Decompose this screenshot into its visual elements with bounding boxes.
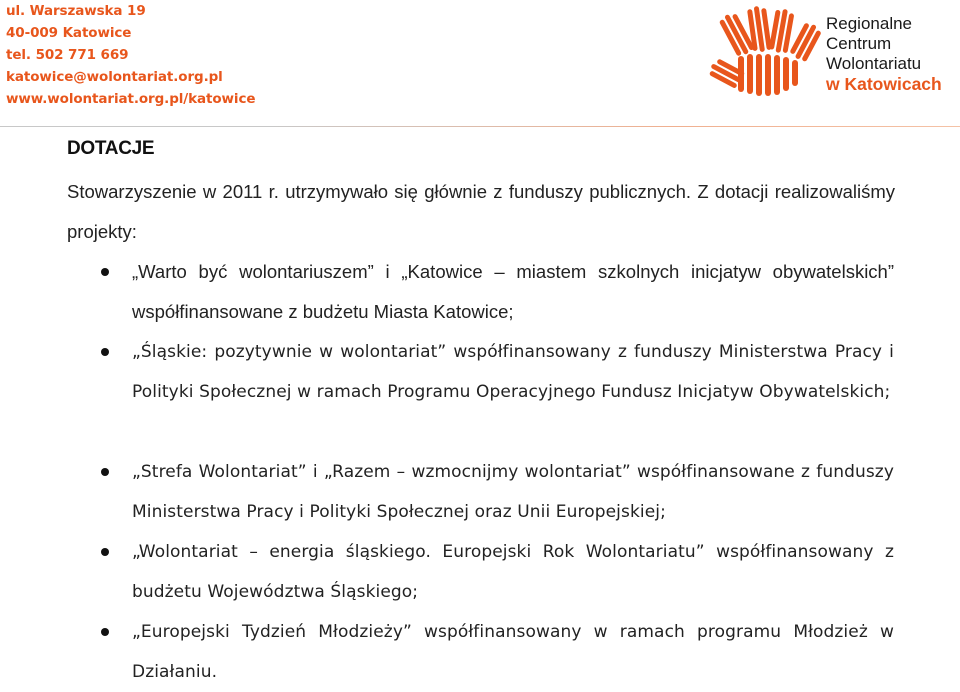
bullet-icon	[101, 468, 109, 476]
logo-line-1: Regionalne	[826, 14, 913, 33]
contact-website-link[interactable]: www.wolontariat.org.pl/katowice	[6, 91, 256, 107]
list-item-text: „Europejski Tydzień Młodzieży” współfinansowany w ramach programu Młodzież w Działaniu.	[132, 622, 894, 682]
logo-line-2: Centrum	[826, 34, 892, 53]
intro-paragraph: Stowarzyszenie w 2011 r. utrzymywało się głównie z funduszy publicznych. Z dotacji realizowaliśmy projekty:	[67, 181, 895, 242]
list-item-text: „Śląskie: pozytywnie w wolontariat” współfinansowany z funduszy Ministerstwa Pracy i Polityki Społecznej w ramach Programu Operacyjnego Fundusz Inicjatyw Obywatelskich;	[132, 342, 894, 402]
logo-text	[826, 14, 942, 94]
section-heading: DOTACJE	[67, 138, 155, 159]
logo-line-4: w Katowicach	[826, 74, 942, 94]
contact-city: 40-009 Katowice	[6, 25, 132, 41]
hand-print-icon	[708, 6, 822, 98]
list-item-text: „Strefa Wolontariat” i „Razem – wzmocnijmy wolontariat” współfinansowane z funduszy Ministerstwa Pracy i Polityki Społecznej oraz Unii Europejskiej;	[132, 462, 894, 522]
contact-phone[interactable]: tel. 502 771 669	[6, 47, 129, 63]
contact-street: ul. Warszawska 19	[6, 3, 146, 19]
bullet-icon	[101, 268, 109, 276]
logo-line-3: Wolontariatu	[826, 54, 922, 73]
header-divider	[0, 126, 960, 127]
contact-email-link[interactable]: katowice@wolontariat.org.pl	[6, 69, 223, 85]
bullet-icon	[101, 348, 109, 356]
list-item-text: „Warto być wolontariuszem” i „Katowice – miastem szkolnych inicjatyw obywatelskich” współfinansowane z budżetu Miasta Katowice;	[132, 261, 894, 322]
contact-block	[6, 0, 255, 110]
list-item-text: „Wolontariat – energia śląskiego. Europejski Rok Wolontariatu” współfinansowany z budżetu Województwa Śląskiego;	[132, 542, 894, 602]
bullet-icon	[101, 548, 109, 556]
bullet-icon	[101, 628, 109, 636]
